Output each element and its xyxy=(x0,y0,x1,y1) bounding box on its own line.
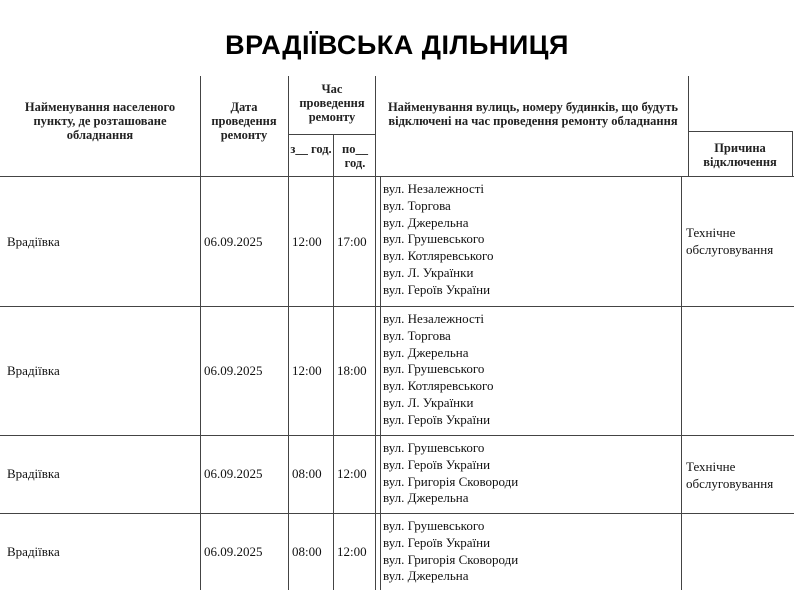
street-item: вул. Торгова xyxy=(383,197,451,213)
street-item: вул. Героїв України xyxy=(383,534,491,550)
grid-line xyxy=(380,176,381,590)
street-item: вул. Незалежності xyxy=(383,311,485,326)
streets-cell xyxy=(383,311,493,429)
grid-line xyxy=(681,176,682,590)
header-streets: Найменування вулиць, номеру будинків, що будуть відключені на час проведення ремонту обладнання xyxy=(387,100,679,128)
street-item: вул. Джерельна xyxy=(383,214,469,230)
date-cell: 06.09.2025 xyxy=(204,544,263,559)
grid-line xyxy=(0,306,794,307)
header-to: по__ год. xyxy=(342,142,368,170)
reason-cell: Технічне обслуговування xyxy=(686,459,774,491)
street-item: вул. Героїв України xyxy=(383,411,491,427)
to-cell: 18:00 xyxy=(337,363,367,378)
street-item: вул. Григорія Сковороди xyxy=(383,473,519,489)
grid-line xyxy=(288,134,376,135)
settlement-cell: Врадіївка xyxy=(7,234,60,249)
settlement-cell: Врадіївка xyxy=(7,363,60,378)
grid-line xyxy=(792,131,793,176)
street-item: вул. Грушевського xyxy=(383,518,485,533)
grid-line xyxy=(688,76,689,176)
grid-line xyxy=(0,513,794,514)
from-cell: 08:00 xyxy=(292,544,322,559)
grid-line xyxy=(333,134,334,590)
header-time: Час проведення ремонту xyxy=(299,82,365,124)
streets-cell xyxy=(383,181,493,299)
to-cell: 17:00 xyxy=(337,234,367,249)
from-cell: 12:00 xyxy=(292,234,322,249)
from-cell: 12:00 xyxy=(292,363,322,378)
streets-cell xyxy=(383,518,518,585)
street-item: вул. Котляревського xyxy=(383,248,494,264)
street-item: вул. Грушевського xyxy=(383,440,485,455)
settlement-cell: Врадіївка xyxy=(7,544,60,559)
street-item: вул. Незалежності xyxy=(383,181,485,196)
to-cell: 12:00 xyxy=(337,544,367,559)
street-item: вул. Джерельна xyxy=(383,490,469,506)
date-cell: 06.09.2025 xyxy=(204,234,263,249)
date-cell: 06.09.2025 xyxy=(204,466,263,481)
settlement-cell: Врадіївка xyxy=(7,466,60,481)
header-date: Дата проведення ремонту xyxy=(211,100,277,142)
street-item: вул. Котляревського xyxy=(383,378,494,394)
date-cell: 06.09.2025 xyxy=(204,363,263,378)
header-from: з__ год. xyxy=(290,142,332,156)
to-cell: 12:00 xyxy=(337,466,367,481)
from-cell: 08:00 xyxy=(292,466,322,481)
grid-line xyxy=(0,176,794,177)
streets-cell xyxy=(383,440,518,507)
grid-line xyxy=(0,435,794,436)
reason-cell: Технічне обслуговування xyxy=(686,225,774,257)
grid-line xyxy=(688,131,792,132)
header-reason: Причина відключення xyxy=(703,141,777,169)
street-item: вул. Торгова xyxy=(383,327,451,343)
street-item: вул. Героїв України xyxy=(383,281,491,297)
street-item: вул. Грушевського xyxy=(383,361,485,377)
page-title: ВРАДІЇВСЬКА ДІЛЬНИЦЯ xyxy=(225,30,569,60)
street-item: вул. Джерельна xyxy=(383,568,469,584)
street-item: вул. Грушевського xyxy=(383,231,485,247)
street-item: вул. Л. Українки xyxy=(383,264,474,280)
street-item: вул. Григорія Сковороди xyxy=(383,551,519,567)
street-item: вул. Л. Українки xyxy=(383,394,474,410)
header-settlement: Найменування населеного пункту, де розташоване обладнання xyxy=(24,100,176,142)
street-item: вул. Героїв України xyxy=(383,456,491,472)
street-item: вул. Джерельна xyxy=(383,344,469,360)
